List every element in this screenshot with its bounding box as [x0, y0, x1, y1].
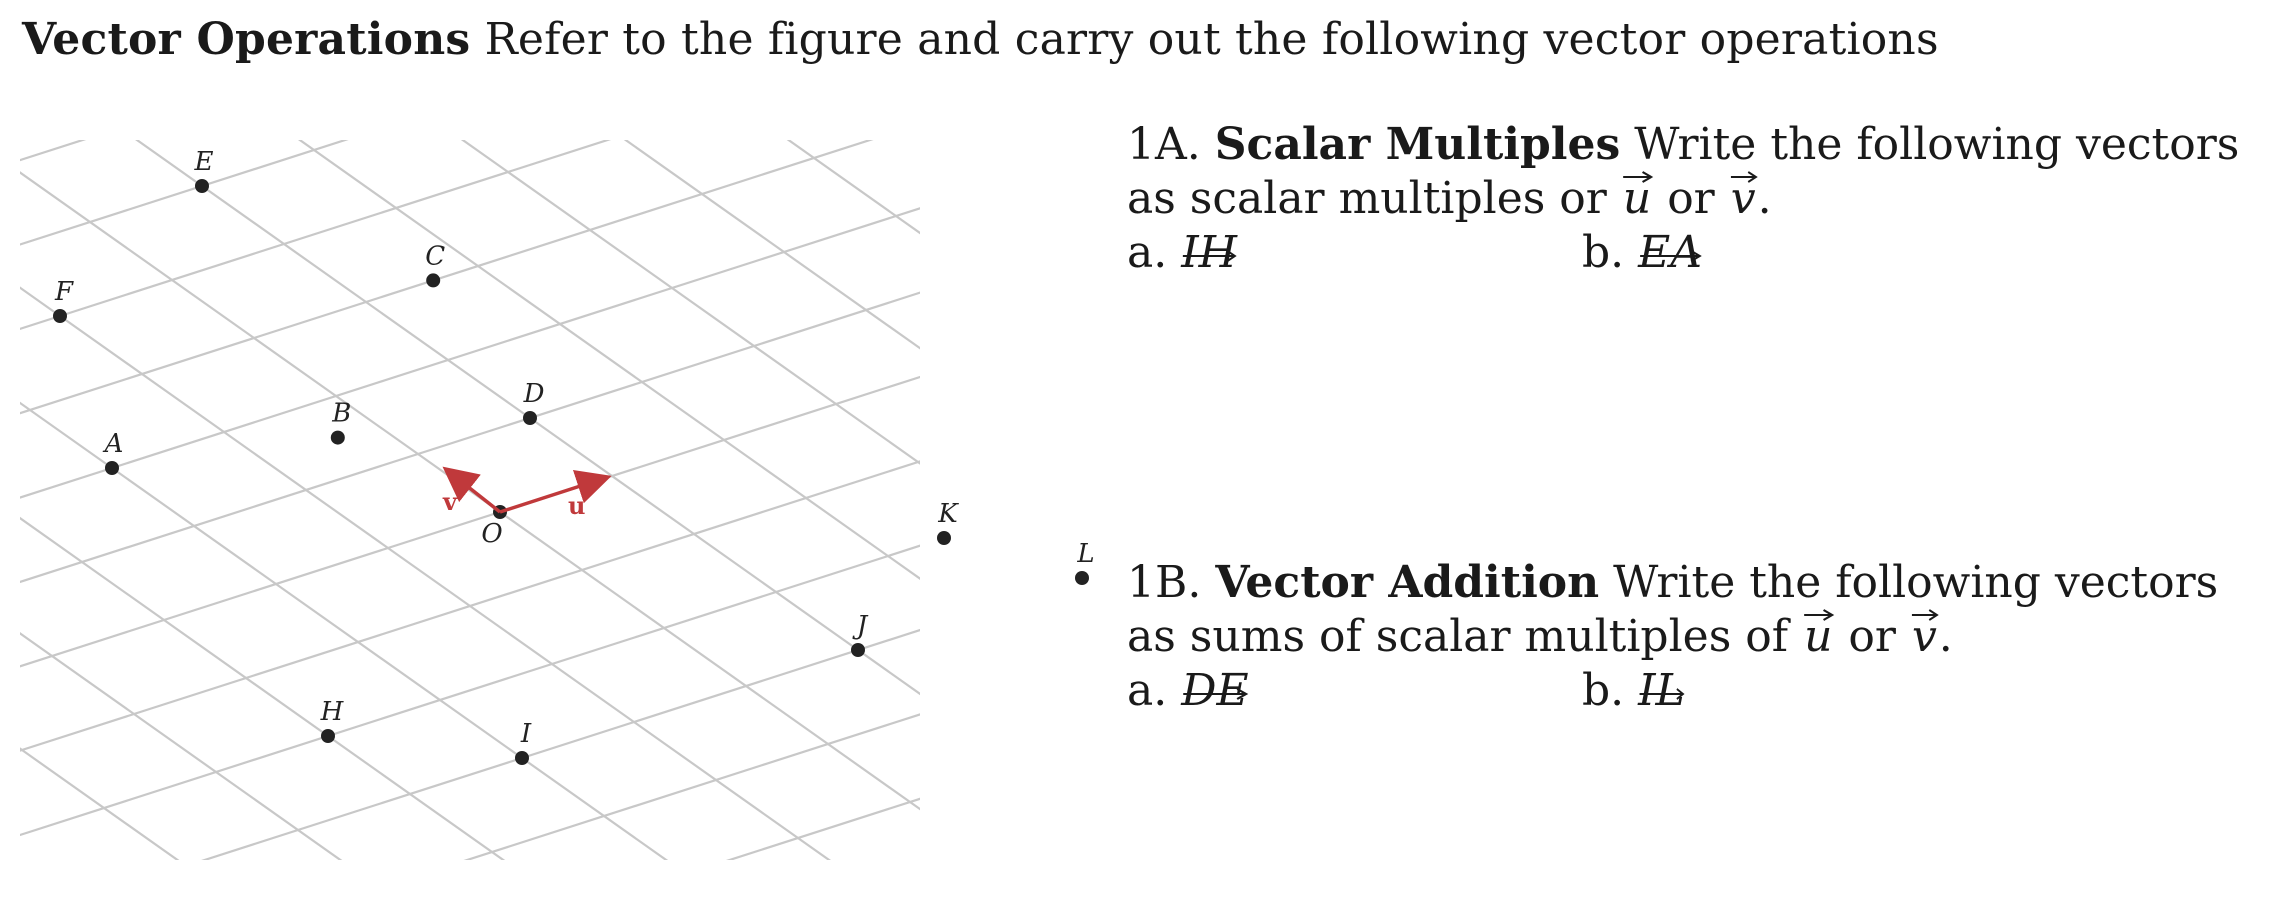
grid-points	[0, 147, 1095, 765]
vector-u-symbol: u	[1622, 173, 1652, 224]
point-label-j: J	[856, 611, 868, 641]
grid-line	[0, 0, 1188, 480]
point-label-i: I	[520, 719, 532, 749]
grid-line	[0, 32, 812, 906]
point-b	[331, 431, 345, 445]
vector-u-symbol: u	[1804, 611, 1833, 662]
vector-grid-figure	[20, 140, 1095, 860]
point-label-l: L	[1077, 539, 1095, 569]
vector-u-label: u	[568, 491, 586, 520]
problem-1a-items	[1127, 226, 2247, 284]
point-f	[53, 309, 67, 323]
grid-line	[0, 68, 700, 906]
problem-1b-text2: as sums of scalar multiples of	[1127, 611, 1789, 662]
point-label-o: O	[481, 519, 503, 549]
problem-1a-number: 1A.	[1127, 119, 1201, 170]
header-title: Vector Operations	[22, 14, 471, 65]
point-label-k: K	[938, 499, 958, 529]
problem-1a-text2: as scalar multiples or	[1127, 173, 1607, 224]
problem-1b-text1: Write the following vectors	[1613, 557, 2219, 608]
problem-1a-text1: Write the following vectors	[1634, 119, 2240, 170]
problem-1a-line1	[1127, 118, 2247, 172]
point-label-a: A	[104, 429, 124, 459]
point-i	[515, 751, 529, 765]
point-k	[937, 531, 951, 545]
problem-1b	[1127, 556, 2247, 722]
point-l	[1075, 571, 1089, 585]
problem-1a-item-b: b. EA	[1582, 227, 1703, 278]
problem-1b-item-a: a. DE	[1127, 665, 1249, 716]
problem-1a-line2: as scalar multiples or u or v.	[1127, 173, 1772, 224]
point-label-d: D	[523, 379, 545, 409]
grid-line	[0, 104, 588, 906]
problem-1b-or: or	[1848, 611, 1896, 662]
point-label-e: E	[194, 147, 214, 177]
point-label-h: H	[320, 697, 344, 727]
header-text: Refer to the figure and carry out the following vector operations	[484, 14, 1939, 65]
problem-1a-or: or	[1667, 173, 1715, 224]
vector-v-symbol: v	[1911, 611, 1937, 662]
point-j	[851, 643, 865, 657]
problem-1b-title: Vector Addition	[1215, 557, 1600, 608]
problem-1a-item-a: a. IH	[1127, 227, 1237, 278]
vector-v-label: v	[443, 487, 457, 516]
grid-line	[0, 196, 2008, 906]
vector-v-symbol: v	[1730, 173, 1756, 224]
point-label-c: C	[425, 241, 446, 272]
point-h	[321, 729, 335, 743]
problem-1b-line1	[1127, 556, 2247, 610]
problem-1a	[1127, 118, 2247, 284]
vector-u	[500, 478, 605, 520]
problem-1b-items	[1127, 664, 2247, 722]
problem-1b-line2: as sums of scalar multiples of u or v.	[1127, 611, 1953, 662]
problem-1a-title: Scalar Multiples	[1214, 119, 1621, 170]
point-a	[105, 461, 119, 475]
point-e	[195, 179, 209, 193]
point-label-b: B	[332, 398, 352, 429]
problem-1b-number: 1B.	[1127, 557, 1202, 608]
point-d	[523, 411, 537, 425]
point-c	[426, 273, 440, 287]
point-label-f: F	[54, 277, 74, 307]
grid-line	[0, 0, 1352, 596]
problem-1b-item-b: b. IL	[1582, 665, 1685, 716]
grid-line	[0, 0, 924, 906]
page-header	[22, 14, 1939, 65]
grid-line	[0, 0, 1270, 538]
